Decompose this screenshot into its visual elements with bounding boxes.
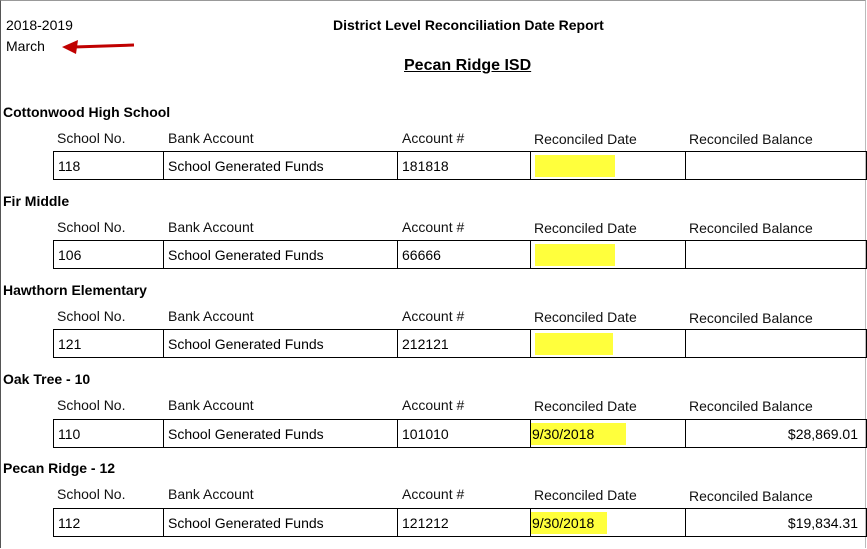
- table-row: [53, 329, 867, 358]
- report-title: District Level Reconciliation Date Report: [333, 17, 604, 33]
- school-name: Fir Middle: [3, 193, 70, 209]
- col-reconciled-date: Reconciled Date: [534, 220, 637, 236]
- reconciled-date-cell: 9/30/2018: [532, 426, 595, 442]
- school-name: Hawthorn Elementary: [3, 282, 147, 298]
- bank-account-cell: School Generated Funds: [168, 515, 324, 531]
- col-school-no: School No.: [57, 130, 126, 146]
- school-no-cell: 110: [58, 426, 81, 442]
- table-row: [53, 240, 867, 269]
- col-bank-account: Bank Account: [168, 308, 254, 324]
- col-reconciled-date: Reconciled Date: [534, 309, 637, 325]
- account-num-cell: 181818: [402, 158, 449, 174]
- col-account-num: Account #: [402, 130, 465, 146]
- col-bank-account: Bank Account: [168, 486, 254, 502]
- school-name: Cottonwood High School: [3, 104, 171, 120]
- col-reconciled-date: Reconciled Date: [534, 487, 637, 503]
- table-row: [53, 419, 867, 448]
- reconciled-balance-cell: $28,869.01: [787, 426, 858, 442]
- col-reconciled-date: Reconciled Date: [534, 398, 637, 414]
- bank-account-cell: School Generated Funds: [168, 426, 324, 442]
- date-highlight: [535, 333, 613, 355]
- bank-account-cell: School Generated Funds: [168, 158, 324, 174]
- account-num-cell: 212121: [402, 336, 449, 352]
- date-highlight: [531, 423, 626, 445]
- col-bank-account: Bank Account: [168, 219, 254, 235]
- col-account-num: Account #: [402, 486, 465, 502]
- col-school-no: School No.: [57, 308, 126, 324]
- date-highlight: [535, 155, 615, 177]
- fiscal-year: 2018-2019: [6, 17, 73, 33]
- col-reconciled-balance: Reconciled Balance: [689, 220, 813, 236]
- report-month: March: [6, 38, 45, 54]
- col-reconciled-balance: Reconciled Balance: [689, 131, 813, 147]
- district-name: Pecan Ridge ISD: [404, 57, 532, 74]
- col-account-num: Account #: [402, 308, 465, 324]
- date-highlight: [531, 512, 607, 534]
- bank-account-cell: School Generated Funds: [168, 247, 324, 263]
- account-num-cell: 101010: [402, 426, 449, 442]
- school-name: Oak Tree - 10: [3, 371, 91, 387]
- account-num-cell: 121212: [402, 515, 449, 531]
- col-reconciled-balance: Reconciled Balance: [689, 398, 813, 414]
- col-school-no: School No.: [57, 397, 126, 413]
- date-highlight: [535, 244, 615, 266]
- account-num-cell: 66666: [402, 247, 441, 263]
- col-reconciled-date: Reconciled Date: [534, 131, 637, 147]
- reconciled-date-cell: 9/30/2018: [532, 515, 595, 531]
- col-school-no: School No.: [57, 219, 126, 235]
- col-school-no: School No.: [57, 486, 126, 502]
- bank-account-cell: School Generated Funds: [168, 336, 324, 352]
- col-account-num: Account #: [402, 397, 465, 413]
- table-row: [53, 151, 867, 180]
- reconciled-balance-cell: $19,834.31: [787, 515, 858, 531]
- school-name: Pecan Ridge - 12: [3, 460, 116, 476]
- red-arrow-icon: [62, 36, 136, 56]
- col-bank-account: Bank Account: [168, 397, 254, 413]
- school-no-cell: 121: [58, 336, 82, 352]
- table-row: [53, 508, 867, 537]
- school-no-cell: 112: [58, 515, 81, 531]
- col-reconciled-balance: Reconciled Balance: [689, 488, 813, 504]
- col-bank-account: Bank Account: [168, 130, 254, 146]
- school-no-cell: 118: [58, 158, 81, 174]
- col-reconciled-balance: Reconciled Balance: [689, 310, 813, 326]
- col-account-num: Account #: [402, 219, 465, 235]
- school-no-cell: 106: [58, 247, 82, 263]
